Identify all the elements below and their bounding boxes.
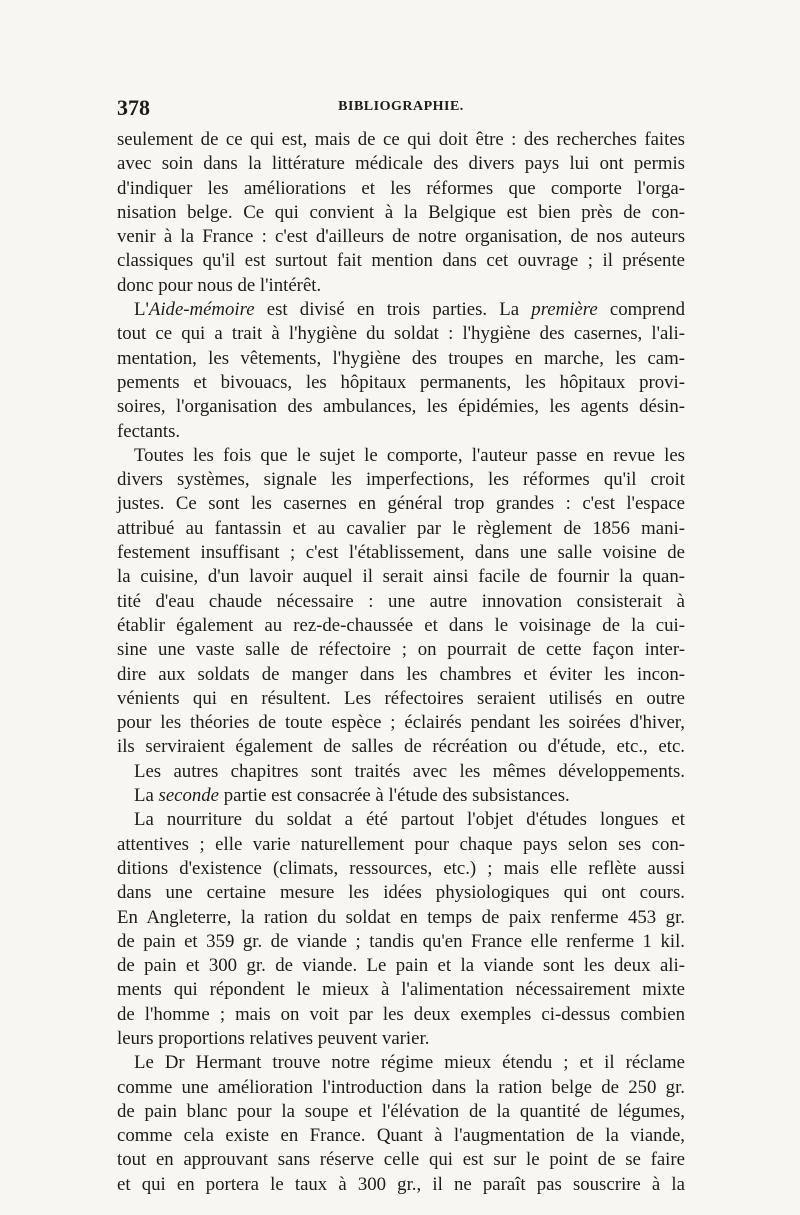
text-line	[117, 274, 685, 298]
page-number: 378	[117, 95, 150, 120]
text-line	[117, 954, 685, 978]
text-segment: Toutes les fois que le sujet le comporte, l'auteur passe en revue les	[134, 444, 685, 466]
text-line	[117, 249, 685, 273]
text-segment: ditions d'existence (climats, ressources, etc.) ; mais elle reflète aussi	[117, 857, 685, 879]
italic-segment: première	[531, 299, 598, 321]
text-segment: de pain et 359 gr. de viande ; tandis qu'en France elle renferme 1 kil.	[117, 930, 685, 952]
text-line	[117, 177, 685, 201]
text-segment: de l'homme ; mais on voit par les deux exemples ci-dessus combien	[117, 1003, 685, 1025]
text-segment: de pain blanc pour la soupe et l'élévation de la quantité de légumes,	[117, 1100, 685, 1122]
text-line	[117, 152, 685, 176]
text-line	[117, 1148, 685, 1172]
text-segment: comprend	[597, 299, 685, 321]
text-line	[117, 833, 685, 857]
text-segment: nisation belge. Ce qui convient à la Belgique est bien près de con-	[117, 201, 685, 223]
text-segment: festement insuffisant ; c'est l'établissement, dans une salle voisine de	[117, 542, 685, 564]
text-line	[117, 784, 685, 808]
text-segment: attribué au fantassin et au cavalier par le règlement de 1856 mani-	[117, 517, 685, 539]
text-segment: fectants.	[117, 420, 181, 442]
text-segment: sine une vaste salle de réfectoire ; on pourrait de cette façon inter-	[117, 639, 685, 661]
text-segment: tout en approuvant sans réserve celle qui est sur le point de se faire	[117, 1149, 685, 1171]
text-segment: leurs proportions relatives peuvent varier.	[117, 1027, 430, 1049]
text-line	[117, 1027, 685, 1051]
text-segment: L'	[134, 299, 149, 321]
text-segment: seulement de ce qui est, mais de ce qui doit être : des recherches faites	[117, 129, 685, 150]
text-segment: pour les théories de toute espèce ; éclairés pendant les soirées d'hiver,	[117, 712, 685, 734]
text-segment: de pain et 300 gr. de viande. Le pain et la viande sont les deux ali-	[117, 955, 685, 977]
page-header	[117, 95, 685, 121]
text-line	[117, 298, 685, 322]
text-line	[117, 517, 685, 541]
text-line	[117, 638, 685, 662]
italic-segment: seconde	[158, 785, 220, 807]
text-segment: venir à la France : c'est d'ailleurs de notre organisation, de nos auteurs	[117, 226, 685, 248]
text-line	[117, 1124, 685, 1148]
text-line	[117, 930, 685, 954]
text-segment: La	[134, 785, 159, 807]
text-line	[117, 735, 685, 759]
text-line	[117, 711, 685, 735]
text-segment: donc pour nous de l'intérêt.	[117, 274, 322, 296]
text-segment: partie est consacrée à l'étude des subsistances.	[219, 785, 570, 807]
text-line	[117, 420, 685, 444]
text-line	[117, 857, 685, 881]
text-segment: classiques qu'il est surtout fait mention dans cet ouvrage ; il présente	[117, 250, 685, 272]
text-segment: pements et bivouacs, les hôpitaux permanents, les hôpitaux provi-	[117, 371, 685, 393]
text-line	[117, 371, 685, 395]
text-segment: Le Dr Hermant trouve notre régime mieux étendu ; et il réclame	[134, 1052, 685, 1074]
text-segment: dans une certaine mesure les idées physiologiques qui ont cours.	[117, 882, 685, 904]
text-line	[117, 1076, 685, 1100]
text-line	[117, 1003, 685, 1027]
text-line	[117, 347, 685, 371]
text-line	[117, 1051, 685, 1075]
text-segment: est divisé en trois parties. La	[254, 299, 532, 321]
running-head: BIBLIOGRAPHIE.	[338, 99, 464, 114]
text-line	[117, 322, 685, 346]
text-line	[117, 978, 685, 1002]
text-line	[117, 687, 685, 711]
text-segment: d'indiquer les améliorations et les réformes que comporte l'orga-	[117, 177, 685, 199]
text-line	[117, 541, 685, 565]
text-segment: établir également au rez-de-chaussée et dans le voisinage de la cui-	[117, 614, 685, 636]
text-segment: la cuisine, d'un lavoir auquel il serait ainsi facile de fournir la quan-	[117, 566, 685, 588]
text-line	[117, 565, 685, 589]
text-segment: tout ce qui a trait à l'hygiène du soldat : l'hygiène des casernes, l'ali-	[117, 323, 685, 345]
text-segment: ils serviraient également de salles de récréation ou d'étude, etc., etc.	[117, 736, 685, 758]
text-segment: attentives ; elle varie naturellement pour chaque pays selon ses con-	[117, 833, 685, 855]
text-line	[117, 881, 685, 905]
text-line	[117, 760, 685, 784]
text-line	[117, 808, 685, 832]
text-line	[117, 906, 685, 930]
text-line	[117, 444, 685, 468]
body-text	[117, 128, 685, 1197]
text-line	[117, 128, 685, 152]
text-segment: Les autres chapitres sont traités avec les mêmes développements.	[134, 760, 685, 782]
text-segment: dire aux soldats de manger dans les chambres et éviter les incon-	[117, 663, 685, 685]
text-line	[117, 590, 685, 614]
text-line	[117, 468, 685, 492]
text-segment: soires, l'organisation des ambulances, les épidémies, les agents désin-	[117, 396, 685, 418]
italic-segment: Aide-mémoire	[148, 299, 255, 321]
text-line	[117, 614, 685, 638]
text-segment: vénients qui en résultent. Les réfectoires seraient utilisés en outre	[117, 687, 685, 709]
text-segment: divers systèmes, signale les imperfections, les réformes qu'il croit	[117, 469, 685, 491]
text-line	[117, 201, 685, 225]
text-line	[117, 1173, 685, 1197]
text-segment: justes. Ce sont les casernes en général trop grandes : c'est l'espace	[117, 493, 685, 515]
text-segment: avec soin dans la littérature médicale des divers pays lui ont permis	[117, 153, 685, 175]
text-segment: La nourriture du soldat a été partout l'objet d'études longues et	[134, 809, 685, 831]
text-segment: ments qui répondent le mieux à l'alimentation nécessairement mixte	[117, 979, 685, 1001]
text-segment: En Angleterre, la ration du soldat en temps de paix renferme 453 gr.	[117, 906, 685, 928]
text-segment: tité d'eau chaude nécessaire : une autre innovation consisterait à	[117, 590, 685, 612]
text-segment: mentation, les vêtements, l'hygiène des troupes en marche, les cam-	[117, 347, 685, 369]
text-line	[117, 1100, 685, 1124]
text-segment: et qui en portera le taux à 300 gr., il ne paraît pas souscrire à la	[117, 1173, 685, 1195]
text-segment: comme cela existe en France. Quant à l'augmentation de la viande,	[117, 1125, 685, 1147]
text-line	[117, 663, 685, 687]
text-line	[117, 225, 685, 249]
text-segment: comme une amélioration l'introduction dans la ration belge de 250 gr.	[117, 1076, 685, 1098]
text-line	[117, 492, 685, 516]
text-line	[117, 395, 685, 419]
